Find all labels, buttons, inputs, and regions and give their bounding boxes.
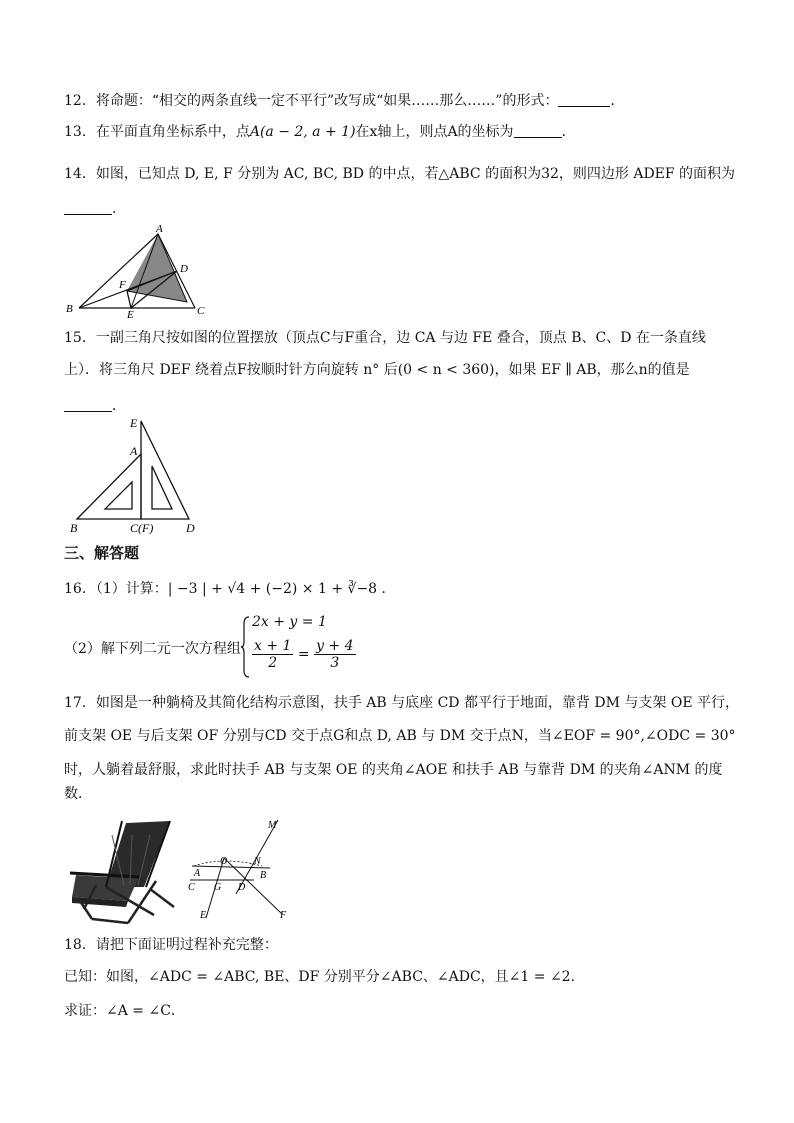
label-d: D: [186, 521, 195, 535]
question-15-answer-line: ．: [64, 397, 126, 415]
section-title: 三、解答题: [64, 544, 140, 562]
label-d: D: [238, 882, 246, 893]
equation-2: $\frac{x + 1}{2}$ = $\frac{y + 4}{3}$: [254, 638, 354, 671]
question-17: [64, 694, 739, 712]
question-15: [64, 329, 706, 347]
recliner-chair-image: [66, 815, 180, 927]
question-text: 如图，已知点 D, E, F 分别为 AC, BC, BD 的中点，若△ABC 的面积为32，则四边形 ADEF 的面积为: [95, 166, 736, 182]
label-cf: C(F): [130, 521, 154, 535]
question-14-answer-line: ．: [64, 200, 126, 218]
question-18-prove: 求证：∠A = ∠C．: [64, 1003, 185, 1019]
equation-1: 2x + y = 1: [252, 614, 327, 630]
question-text: 将命题：“相交的两条直线一定不平行”改写成“如果……那么……”的形式：: [95, 93, 559, 109]
question-number: 18．: [64, 937, 96, 953]
question-16: [64, 580, 396, 598]
recliner-structure-diagram: [184, 818, 296, 922]
answer-blank[interactable]: [558, 92, 610, 107]
question-16-part-2: （2）解下列二元一次方程组: [64, 641, 241, 657]
point-expression: A(a − 2, a + 1): [249, 124, 356, 140]
question-18-given: 已知：如图，∠ADC = ∠ABC, BE、DF 分别平分∠ABC、∠ADC，且∠1 = ∠2．: [64, 969, 585, 985]
question-14: [64, 165, 735, 183]
label-b: B: [260, 870, 267, 881]
question-number: 12．: [64, 93, 96, 109]
question-18: [64, 936, 278, 954]
label-e: E: [130, 416, 138, 430]
label-a: A: [194, 868, 201, 879]
question-number: 17．: [64, 695, 96, 711]
label-o: O: [220, 856, 228, 867]
label-f: F: [119, 279, 126, 291]
label-f: F: [280, 910, 287, 921]
label-e: E: [127, 309, 134, 318]
question-17-line-2: 前支架 OE 与后支架 OF 分别与CD 交于点G和点 D, AB 与 DM 交于点N，当∠EOF = 90°,∠ODC = 30°: [64, 728, 736, 744]
label-b: B: [70, 521, 78, 535]
question-12: 12．将命题：“相交的两条直线一定不平行”改写成“如果……那么……”的形式： ．: [64, 93, 625, 109]
label-m: M: [268, 820, 277, 831]
label-e: E: [200, 910, 207, 921]
question-16-part-1: （1）计算：| −3 | + √4 + (−2) × 1 + ∛−8 ．: [95, 581, 396, 597]
question-number: 13．: [64, 124, 96, 140]
question-text-line-1: 如图是一种躺椅及其简化结构示意图，扶手 AB 与底座 CD 都平行于地面，靠背 DM 与支架 OE 平行，: [95, 695, 740, 711]
answer-blank[interactable]: [514, 123, 562, 138]
label-a: A: [130, 444, 138, 458]
answer-blank[interactable]: [64, 397, 112, 412]
label-d: D: [180, 263, 188, 275]
question-15-line-2: 上）．将三角尺 DEF 绕着点F按顺时针方向旋转 n° 后(0 < n < 360)，如果 EF ∥ AB，那么n的值是: [64, 362, 690, 378]
answer-blank[interactable]: [64, 200, 112, 215]
question-text: 请把下面证明过程补充完整：: [95, 937, 278, 953]
question-number: 14．: [64, 166, 96, 182]
label-b: B: [66, 303, 73, 315]
label-g: G: [214, 882, 222, 893]
brace-icon: [240, 616, 250, 678]
question-17-line-4: 数．: [64, 786, 92, 802]
question-17-line-3: 时，人躺着最舒服，求此时扶手 AB 与支架 OE 的夹角∠AOE 和扶手 AB 与靠背 DM 的夹角∠ANM 的度: [64, 762, 723, 778]
figure-triangle-rulers: [64, 414, 214, 536]
label-a: A: [156, 223, 163, 235]
figure-triangle-abc: [64, 222, 212, 318]
question-13: 13．在平面直角坐标系中，点A(a − 2, a + 1)在x轴上，则点A的坐标为 ．: [64, 124, 576, 140]
label-n: N: [254, 856, 261, 867]
question-number: 16．: [64, 581, 96, 597]
question-text-line-1: 一副三角尺按如图的位置摆放（顶点C与F重合，边 CA 与边 FE 叠合，顶点 B、C、D 在一条直线: [95, 330, 706, 346]
label-c: C: [197, 305, 205, 317]
label-c: C: [188, 882, 195, 893]
shaded-quadrilateral: [127, 234, 187, 302]
question-number: 15．: [64, 330, 96, 346]
